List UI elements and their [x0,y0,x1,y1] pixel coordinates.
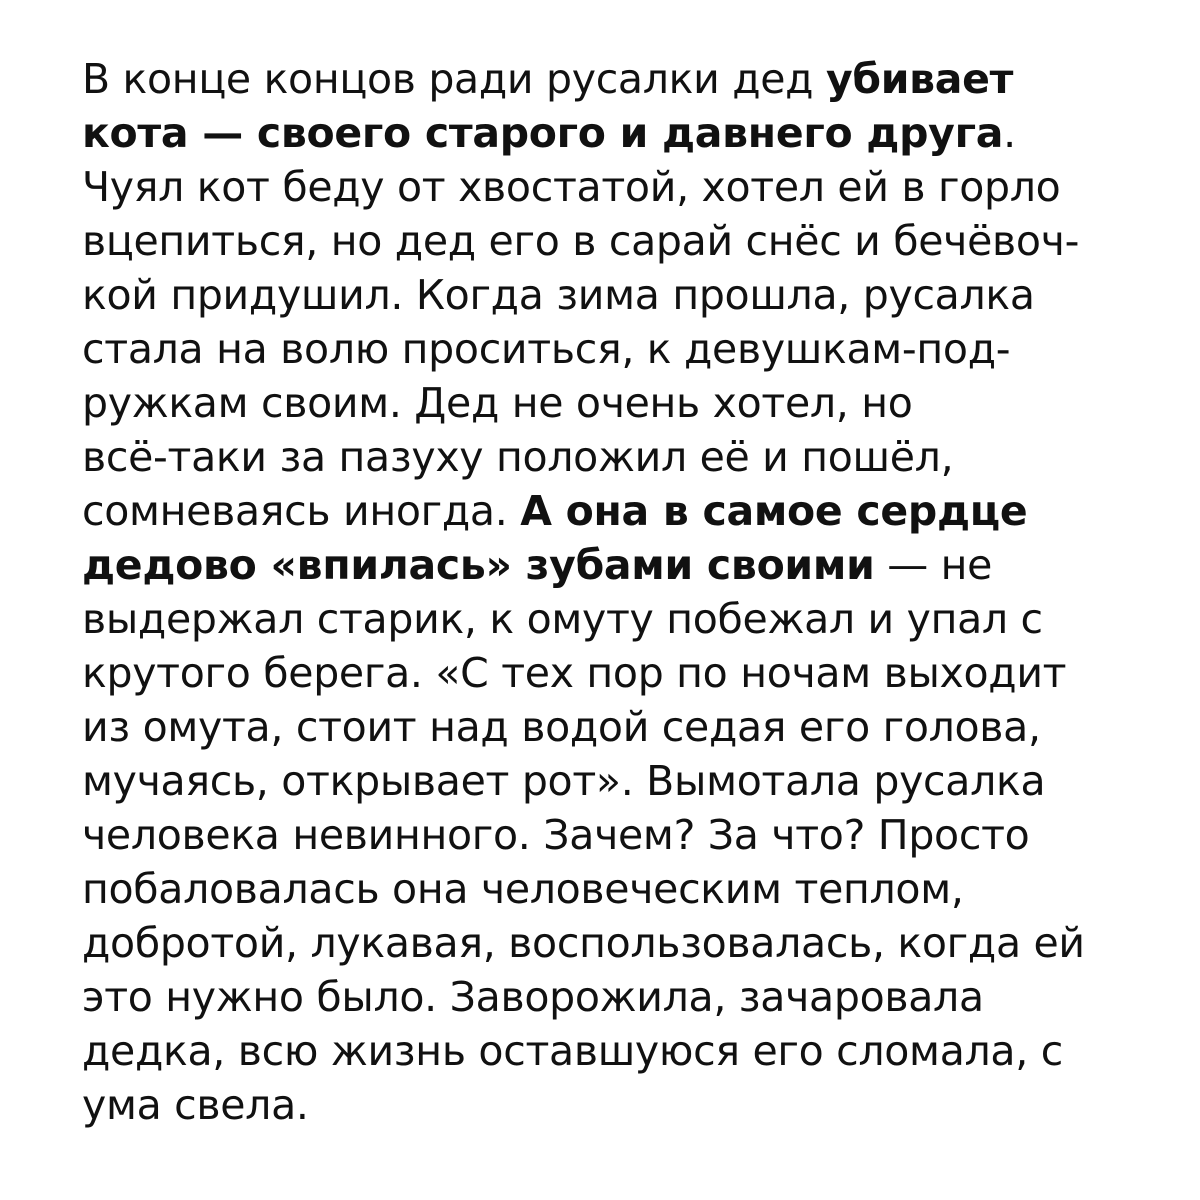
text-run: — не [874,541,993,589]
bold-text-run: убивает [825,55,1014,103]
text-run: ружкам своим. Дед не очень хотел, но [82,379,913,427]
bold-text-run: кота — своего старого и давнего друга [82,109,1004,157]
text-run: человека невинного. Зачем? За что? Просто [82,811,1030,859]
text-run: побаловалась она человеческим теплом, [82,865,964,913]
text-run: вцепиться, но дед его в сарай снёс и бечёвоч- [82,217,1080,265]
text-run: выдержал старик, к омуту побежал и упал с [82,595,1043,643]
text-run: всё-таки за пазуху положил её и пошёл, [82,433,954,481]
text-line [82,322,1162,376]
bold-text-run: дедово «впилась» зубами своими [82,541,875,589]
text-run: сомневаясь иногда. [82,487,521,535]
text-line [82,430,1162,484]
text-run: из омута, стоит над водой седая его голова, [82,703,1041,751]
text-line [82,484,1162,538]
article-text [82,52,1162,1132]
text-run: добротой, лукавая, воспользовалась, когда ей [82,919,1085,967]
text-line [82,376,1162,430]
text-line [82,106,1162,160]
text-line [82,214,1162,268]
text-run: мучаясь, открывает рот». Вымотала русалка [82,757,1046,805]
text-run: дедка, всю жизнь оставшуюся его сломала, с [82,1027,1063,1075]
text-line [82,1024,1162,1078]
text-line [82,52,1162,106]
text-line [82,268,1162,322]
text-line [82,808,1162,862]
text-run: это нужно было. Заворожила, зачаровала [82,973,984,1021]
text-line [82,538,1162,592]
text-line [82,754,1162,808]
bold-text-run: А она в самое сердце [520,487,1028,535]
text-line [82,916,1162,970]
text-run: крутого берега. «С тех пор по ночам выходит [82,649,1067,697]
text-line [82,160,1162,214]
text-run: ума свела. [82,1081,309,1129]
text-line [82,646,1162,700]
text-run: . [1003,109,1016,157]
text-line [82,700,1162,754]
text-run: кой придушил. Когда зима прошла, русалка [82,271,1035,319]
text-line [82,592,1162,646]
text-run: В конце концов ради русалки дед [82,55,826,103]
text-line [82,970,1162,1024]
text-run: Чуял кот беду от хвостатой, хотел ей в горло [82,163,1061,211]
text-run: стала на волю проситься, к девушкам-под- [82,325,1011,373]
text-line [82,1078,1162,1132]
text-line [82,862,1162,916]
